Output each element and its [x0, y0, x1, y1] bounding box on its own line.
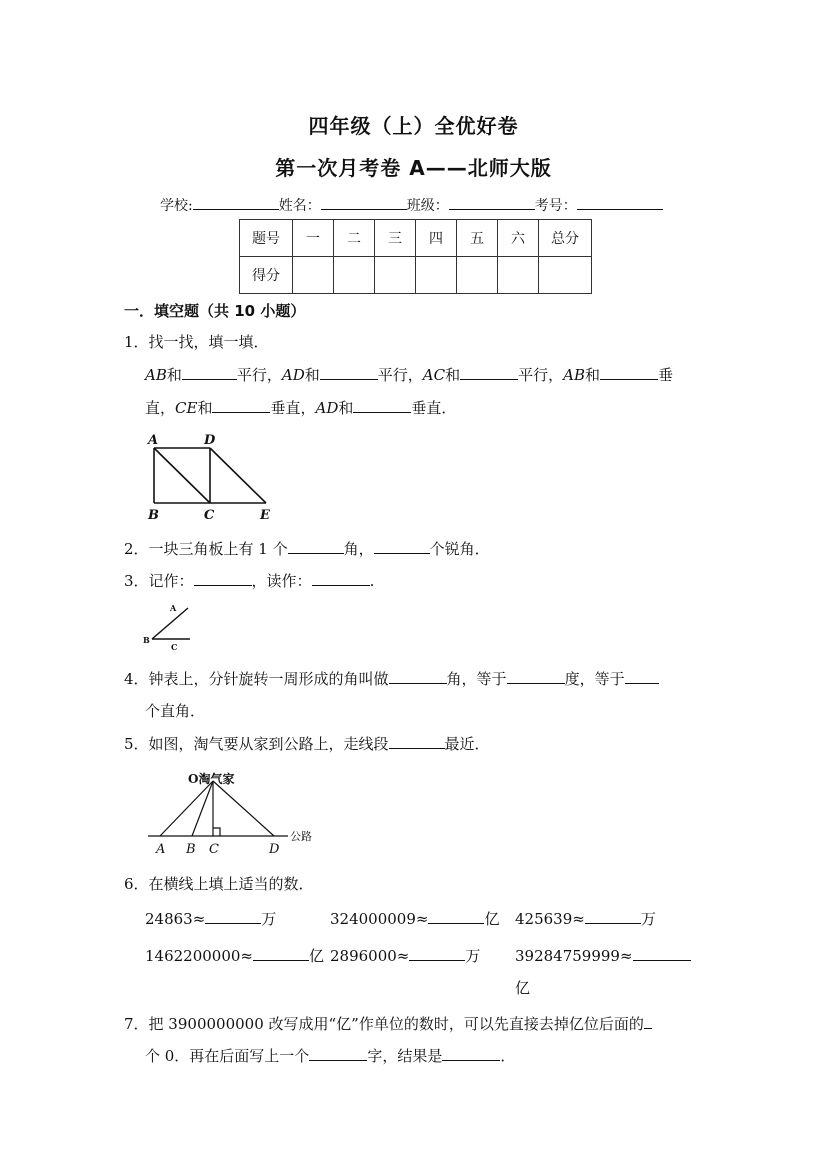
question-6-item: 39284759999≈ [515, 945, 691, 966]
answer-blank[interactable] [460, 364, 518, 380]
answer-blank[interactable] [212, 397, 270, 413]
answer-blank[interactable] [312, 570, 370, 586]
question-7-line1: 7．把 3900000000 改写成用“亿”作单位的数时，可以先直接去掉亿位后面的 [124, 1013, 652, 1034]
score-cell: 二 [334, 220, 375, 257]
answer-blank[interactable] [182, 364, 237, 380]
score-row-label: 得分 [240, 257, 293, 294]
point-label: C [209, 842, 219, 857]
answer-blank[interactable] [320, 364, 378, 380]
answer-blank[interactable] [600, 364, 658, 380]
score-input-cell[interactable] [375, 257, 416, 294]
right-angle-mark [213, 828, 220, 836]
page-title: 四年级（上）全优好卷 [308, 114, 519, 138]
school-field[interactable] [193, 194, 279, 210]
road-label: 公路 [290, 830, 312, 843]
point-label: D [269, 842, 280, 857]
question-7-line2: 个 0．再在后面写上一个 字，结果是 ． [145, 1047, 516, 1065]
question-6-stem: 6．在横线上填上适当的数． [124, 875, 314, 893]
point-label: A [156, 842, 166, 857]
question-6-item: 324000009≈ 亿 [330, 910, 500, 928]
point-label: D [204, 433, 216, 448]
section-heading: 一．填空题（共 10 小题） [124, 302, 306, 320]
score-cell: 六 [498, 220, 539, 257]
score-input-cell[interactable] [457, 257, 498, 294]
answer-blank[interactable] [428, 908, 484, 924]
class-label: 班级： [406, 198, 449, 214]
score-input-cell[interactable] [293, 257, 334, 294]
question-1-figure [140, 430, 280, 525]
score-input-cell[interactable] [498, 257, 539, 294]
point-label: C [204, 508, 215, 523]
answer-blank[interactable] [205, 908, 261, 924]
score-cell: 题号 [240, 220, 293, 257]
score-input-cell[interactable] [539, 257, 592, 294]
point-label: C [171, 642, 178, 652]
exam-no-label: 考号： [534, 198, 577, 214]
answer-blank[interactable] [442, 1045, 500, 1061]
point-label: B [148, 508, 159, 523]
question-2: 2．一块三角板上有 1 个 角， 个锐角． [124, 540, 490, 558]
answer-blank[interactable] [644, 1013, 652, 1029]
score-cell: 总分 [539, 220, 592, 257]
point-label: B [186, 842, 196, 857]
segment-OD [213, 781, 274, 836]
score-table [239, 219, 592, 294]
info-line [160, 194, 663, 216]
question-6-item: 24863≈ 万 [145, 910, 277, 928]
question-1-line2: 直，CE和 垂直，AD和 垂直． [145, 399, 457, 417]
score-cell: 三 [375, 220, 416, 257]
score-cell: 五 [457, 220, 498, 257]
score-input-cell[interactable] [334, 257, 375, 294]
segment-DE [210, 448, 266, 503]
segment-AC [154, 448, 210, 503]
question-6-unit-wrap: 亿 [515, 979, 531, 997]
name-label: 姓名： [278, 198, 321, 214]
name-field[interactable] [321, 194, 407, 210]
score-table-score-row [240, 257, 592, 294]
question-6-item: 425639≈ 万 [515, 910, 656, 928]
question-4-line1: 4．钟表上，分针旋转一周形成的角叫做 角，等于 度，等于 [124, 668, 659, 689]
answer-blank[interactable] [194, 570, 252, 586]
answer-blank[interactable] [625, 668, 659, 684]
question-1-line1: AB和 平行，AD和 平行，AC和 平行，AB和 垂 [145, 366, 674, 384]
school-label: 学校: [160, 198, 193, 214]
answer-blank[interactable] [633, 945, 691, 961]
segment-OB [192, 781, 213, 836]
answer-blank[interactable] [507, 668, 565, 684]
point-label: E [260, 508, 270, 523]
question-5-figure [140, 765, 340, 860]
answer-blank[interactable] [288, 538, 344, 554]
answer-blank[interactable] [389, 668, 447, 684]
answer-blank[interactable] [353, 397, 411, 413]
score-cell: 一 [293, 220, 334, 257]
question-1-stem: 1．找一找，填一填． [124, 333, 269, 351]
answer-blank[interactable] [374, 538, 430, 554]
point-label: A [170, 603, 177, 613]
score-cell: 四 [416, 220, 457, 257]
question-6-item: 2896000≈ 万 [330, 947, 481, 965]
home-label: O淘气家 [188, 772, 235, 786]
question-4-line2: 个直角． [145, 702, 206, 720]
class-field[interactable] [449, 194, 535, 210]
point-label: A [148, 433, 159, 448]
answer-blank[interactable] [409, 945, 465, 961]
segment-OA [160, 781, 213, 836]
answer-blank[interactable] [585, 908, 641, 924]
answer-blank[interactable] [253, 945, 309, 961]
question-5: 5．如图，淘气要从家到公路上，走线段 最近． [124, 735, 490, 753]
score-input-cell[interactable] [416, 257, 457, 294]
question-6-item: 1462200000≈ 亿 [145, 947, 325, 965]
question-3: 3．记作： ，读作： . [124, 572, 375, 590]
answer-blank[interactable] [309, 1045, 367, 1061]
page-subtitle: 第一次月考卷 A——北师大版 [275, 156, 552, 180]
point-label: B [143, 635, 150, 645]
exam-no-field[interactable] [577, 194, 663, 210]
score-table-header-row [240, 220, 592, 257]
answer-blank[interactable] [389, 733, 445, 749]
question-3-figure [140, 600, 200, 652]
